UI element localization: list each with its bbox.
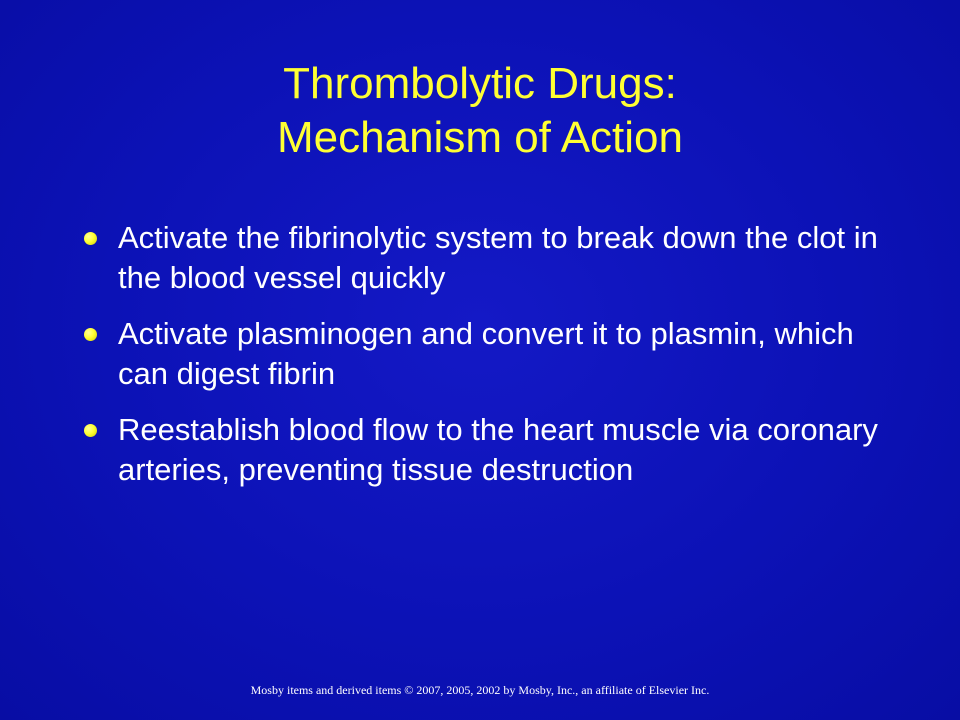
bullet-item — [84, 218, 884, 298]
bullet-text: Activate the fibrinolytic system to break down the clot in the blood vessel quickly — [118, 220, 878, 295]
bullet-item — [84, 314, 884, 394]
bullet-list — [84, 218, 884, 506]
bullet-dot-icon — [84, 232, 97, 245]
bullet-item — [84, 410, 884, 490]
slide-title-line-2: Mechanism of Action — [277, 113, 683, 163]
bullet-text: Activate plasminogen and convert it to plasmin, which can digest fibrin — [118, 316, 854, 391]
slide-title — [0, 57, 960, 165]
bullet-dot-icon — [84, 424, 97, 437]
bullet-dot-icon — [84, 328, 97, 341]
bullet-text: Reestablish blood flow to the heart muscle via coronary arteries, preventing tissue destruction — [118, 412, 878, 487]
copyright-footer: Mosby items and derived items © 2007, 2005, 2002 by Mosby, Inc., an affiliate of Elsevier Inc. — [250, 683, 710, 697]
slide-title-line-1: Thrombolytic Drugs: — [283, 59, 677, 109]
